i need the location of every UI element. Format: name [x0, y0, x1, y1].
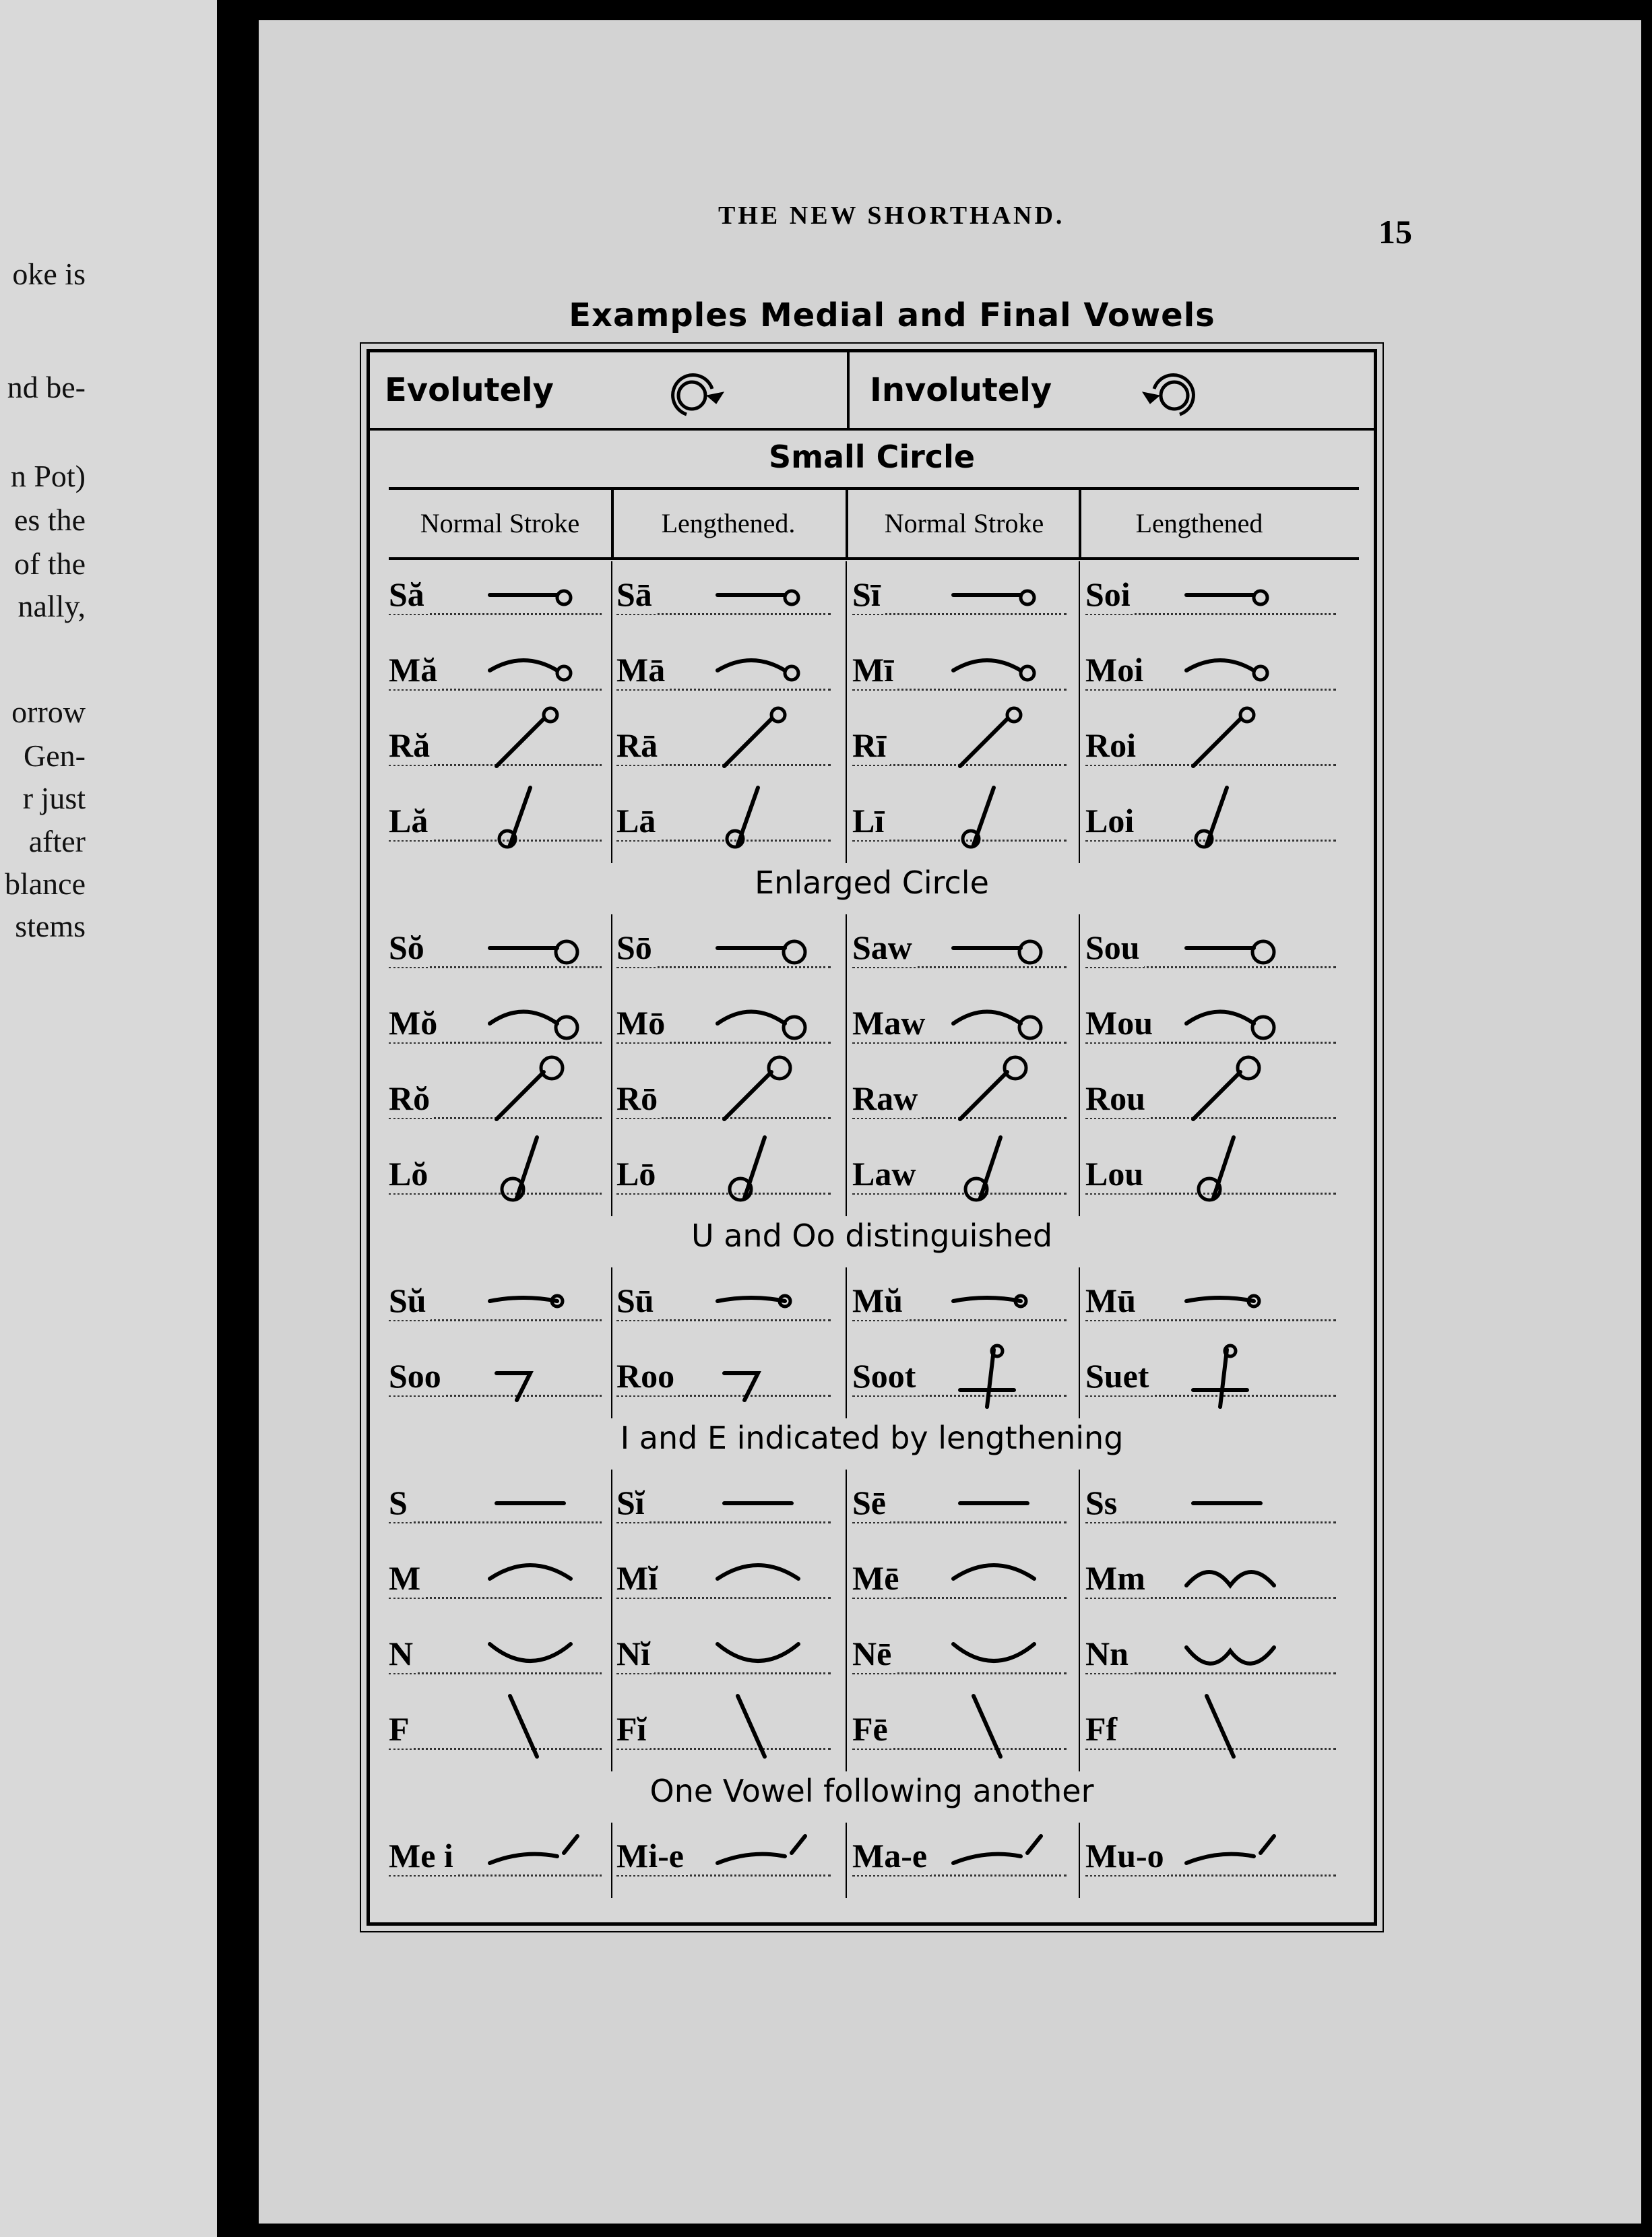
- shorthand-stroke: [483, 908, 591, 982]
- shorthand-stroke: [1180, 1134, 1288, 1208]
- shorthand-stroke: [711, 705, 819, 780]
- syllable-label: Ră: [389, 726, 434, 765]
- involutely-header: [850, 352, 1374, 428]
- shorthand-stroke: [947, 983, 1054, 1057]
- column-head: Normal Stroke: [884, 508, 1044, 538]
- syllable-label: Saw: [852, 928, 916, 967]
- shorthand-stroke: [947, 1134, 1054, 1208]
- syllable-label: Sĭ: [616, 1483, 649, 1522]
- shorthand-stroke: [483, 1336, 591, 1410]
- involutely-label: Involutely: [870, 371, 1052, 409]
- syllable-label: Loi: [1085, 801, 1138, 840]
- shorthand-stroke: [1180, 1336, 1288, 1410]
- divider: [611, 914, 612, 1216]
- shorthand-stroke: [1180, 983, 1288, 1057]
- shorthand-stroke: [947, 1816, 1054, 1890]
- divider: [846, 1823, 847, 1898]
- shorthand-stroke: [1180, 1463, 1288, 1537]
- syllable-label: Mŭ: [852, 1281, 907, 1320]
- shorthand-stroke: [1180, 781, 1288, 855]
- divider: [1079, 914, 1080, 1216]
- shorthand-stroke: [483, 1689, 591, 1763]
- left-page-edge: [0, 0, 217, 2237]
- shorthand-stroke: [711, 1336, 819, 1410]
- shorthand-stroke: [947, 630, 1054, 704]
- shorthand-stroke: [947, 1538, 1054, 1612]
- clockwise-circle-arrow-icon: [660, 362, 734, 422]
- one-vowel-title: One Vowel following another: [649, 1773, 1094, 1809]
- shorthand-stroke: [947, 1261, 1054, 1335]
- divider: [846, 487, 848, 557]
- syllable-label: Sŏ: [389, 928, 428, 967]
- shorthand-stroke: [483, 781, 591, 855]
- left-page-fragment: blance: [4, 867, 86, 901]
- syllable-label: Mā: [616, 650, 669, 689]
- shorthand-stroke: [1180, 1261, 1288, 1335]
- shorthand-stroke: [1180, 1059, 1288, 1133]
- syllable-label: Sou: [1085, 928, 1144, 967]
- syllable-label: Law: [852, 1154, 920, 1193]
- shorthand-stroke: [1180, 705, 1288, 780]
- divider: [1079, 1823, 1080, 1898]
- divider: [1079, 561, 1080, 863]
- syllable-label: Rou: [1085, 1079, 1149, 1118]
- syllable-label: Sī: [852, 575, 885, 614]
- divider: [611, 487, 614, 557]
- syllable-label: Nē: [852, 1634, 895, 1673]
- left-page-fragment: nally,: [18, 589, 86, 623]
- divider: [846, 1470, 847, 1771]
- shorthand-stroke: [947, 705, 1054, 780]
- syllable-label: Nĭ: [616, 1634, 654, 1673]
- divider: [611, 1823, 612, 1898]
- syllable-label: Sē: [852, 1483, 890, 1522]
- divider: [846, 561, 847, 863]
- shorthand-stroke: [1180, 555, 1288, 629]
- i-e-title: I and E indicated by lengthening: [620, 1420, 1124, 1456]
- shorthand-stroke: [711, 1134, 819, 1208]
- shorthand-stroke: [483, 705, 591, 780]
- syllable-label: Sū: [616, 1281, 658, 1320]
- syllable-label: Sō: [616, 928, 656, 967]
- shorthand-stroke: [483, 1538, 591, 1612]
- left-page-fragment: of the: [13, 546, 86, 581]
- syllable-label: Ss: [1085, 1483, 1121, 1522]
- left-page-fragment: r just: [22, 781, 86, 815]
- syllable-label: Soo: [389, 1356, 445, 1395]
- divider: [611, 1267, 612, 1418]
- shorthand-stroke: [947, 1059, 1054, 1133]
- syllable-label: Nn: [1085, 1634, 1133, 1673]
- shorthand-stroke: [1180, 1614, 1288, 1688]
- syllable-label: Mĭ: [616, 1558, 662, 1598]
- syllable-label: Me i: [389, 1836, 457, 1875]
- left-page-fragment: stems: [15, 909, 86, 943]
- syllable-label: Maw: [852, 1003, 929, 1042]
- left-page-fragment: nd be-: [7, 370, 86, 404]
- syllable-label: Mŏ: [389, 1003, 441, 1042]
- syllable-label: Ff: [1085, 1709, 1121, 1748]
- syllable-label: Mou: [1085, 1003, 1157, 1042]
- divider: [1079, 1470, 1080, 1771]
- syllable-label: Ma-e: [852, 1836, 931, 1875]
- shorthand-stroke: [483, 1614, 591, 1688]
- left-page-fragment: orrow: [11, 695, 86, 729]
- shorthand-stroke: [483, 555, 591, 629]
- left-page-fragment: n Pot): [10, 459, 86, 493]
- syllable-label: Să: [389, 575, 428, 614]
- left-page-fragment: Gen-: [24, 738, 86, 773]
- left-page-fragment: oke is: [12, 257, 86, 291]
- syllable-label: Lō: [616, 1154, 660, 1193]
- syllable-label: M: [389, 1558, 424, 1598]
- shorthand-stroke: [483, 1134, 591, 1208]
- shorthand-stroke: [947, 555, 1054, 629]
- syllable-label: Mī: [852, 650, 897, 689]
- syllable-label: S: [389, 1483, 412, 1522]
- table-title: Examples Medial and Final Vowels: [569, 296, 1215, 334]
- shorthand-stroke: [947, 1614, 1054, 1688]
- left-page-fragment: es the: [13, 503, 86, 537]
- shorthand-stroke: [1180, 1816, 1288, 1890]
- enlarged-circle-title: Enlarged Circle: [755, 864, 989, 901]
- syllable-label: Moi: [1085, 650, 1147, 689]
- shorthand-stroke: [1180, 1689, 1288, 1763]
- vowel-examples-table: [367, 349, 1377, 1926]
- small-circle-title: Small Circle: [768, 439, 976, 475]
- divider: [846, 1267, 847, 1418]
- column-head: Lengthened.: [661, 508, 796, 538]
- syllable-label: Rŏ: [389, 1079, 434, 1118]
- shorthand-stroke: [947, 781, 1054, 855]
- shorthand-stroke: [711, 1463, 819, 1537]
- syllable-label: Rī: [852, 726, 890, 765]
- shorthand-stroke: [483, 1463, 591, 1537]
- running-head: THE NEW SHORTHAND.: [718, 201, 1065, 230]
- shorthand-stroke: [947, 1336, 1054, 1410]
- syllable-label: Mū: [1085, 1281, 1140, 1320]
- syllable-label: Mi-e: [616, 1836, 688, 1875]
- syllable-label: Lă: [389, 801, 432, 840]
- divider: [1079, 1267, 1080, 1418]
- divider: [1079, 487, 1081, 557]
- shorthand-stroke: [483, 1816, 591, 1890]
- shorthand-stroke: [1180, 1538, 1288, 1612]
- column-head: Lengthened: [1135, 508, 1263, 538]
- syllable-label: Mm: [1085, 1558, 1149, 1598]
- divider: [611, 561, 612, 863]
- syllable-label: Sŭ: [389, 1281, 431, 1320]
- syllable-label: Raw: [852, 1079, 922, 1118]
- shorthand-stroke: [711, 908, 819, 982]
- syllable-label: Lā: [616, 801, 660, 840]
- page-number: 15: [1378, 213, 1412, 251]
- syllable-label: Mē: [852, 1558, 903, 1598]
- shorthand-stroke: [711, 1261, 819, 1335]
- syllable-label: Fē: [852, 1709, 892, 1748]
- shorthand-stroke: [711, 983, 819, 1057]
- shorthand-stroke: [483, 630, 591, 704]
- shorthand-stroke: [947, 1463, 1054, 1537]
- syllable-label: Lŏ: [389, 1154, 432, 1193]
- syllable-label: Mō: [616, 1003, 669, 1042]
- shorthand-stroke: [711, 1538, 819, 1612]
- syllable-label: Sā: [616, 575, 656, 614]
- shorthand-stroke: [711, 781, 819, 855]
- shorthand-stroke: [711, 1614, 819, 1688]
- shorthand-stroke: [483, 1059, 591, 1133]
- syllable-label: Lou: [1085, 1154, 1147, 1193]
- syllable-label: Suet: [1085, 1356, 1153, 1395]
- counterclockwise-circle-arrow-icon: [1133, 362, 1207, 422]
- syllable-label: Soi: [1085, 575, 1135, 614]
- evolutely-label: Evolutely: [385, 371, 554, 409]
- page-gutter: [217, 0, 259, 2237]
- syllable-label: N: [389, 1634, 417, 1673]
- divider: [611, 1470, 612, 1771]
- syllable-label: Rō: [616, 1079, 662, 1118]
- shorthand-stroke: [947, 908, 1054, 982]
- shorthand-stroke: [1180, 630, 1288, 704]
- left-page-fragment: after: [28, 824, 86, 858]
- shorthand-stroke: [711, 1689, 819, 1763]
- shorthand-stroke: [711, 630, 819, 704]
- syllable-label: Roo: [616, 1356, 678, 1395]
- shorthand-stroke: [1180, 908, 1288, 982]
- syllable-label: Mu-o: [1085, 1836, 1168, 1875]
- book-page: [259, 20, 1641, 2224]
- u-oo-title: U and Oo distinguished: [691, 1218, 1053, 1254]
- shorthand-stroke: [483, 983, 591, 1057]
- shorthand-stroke: [947, 1689, 1054, 1763]
- divider: [846, 914, 847, 1216]
- shorthand-stroke: [711, 1816, 819, 1890]
- syllable-label: Mă: [389, 650, 441, 689]
- syllable-label: Lī: [852, 801, 888, 840]
- shorthand-stroke: [711, 555, 819, 629]
- direction-header: [370, 352, 1374, 431]
- syllable-label: Roi: [1085, 726, 1140, 765]
- syllable-label: F: [389, 1709, 414, 1748]
- shorthand-stroke: [711, 1059, 819, 1133]
- syllable-label: Soot: [852, 1356, 920, 1395]
- shorthand-stroke: [483, 1261, 591, 1335]
- syllable-label: Fĭ: [616, 1709, 650, 1748]
- column-head: Normal Stroke: [420, 508, 580, 538]
- syllable-label: Rā: [616, 726, 662, 765]
- evolutely-header: [370, 352, 850, 428]
